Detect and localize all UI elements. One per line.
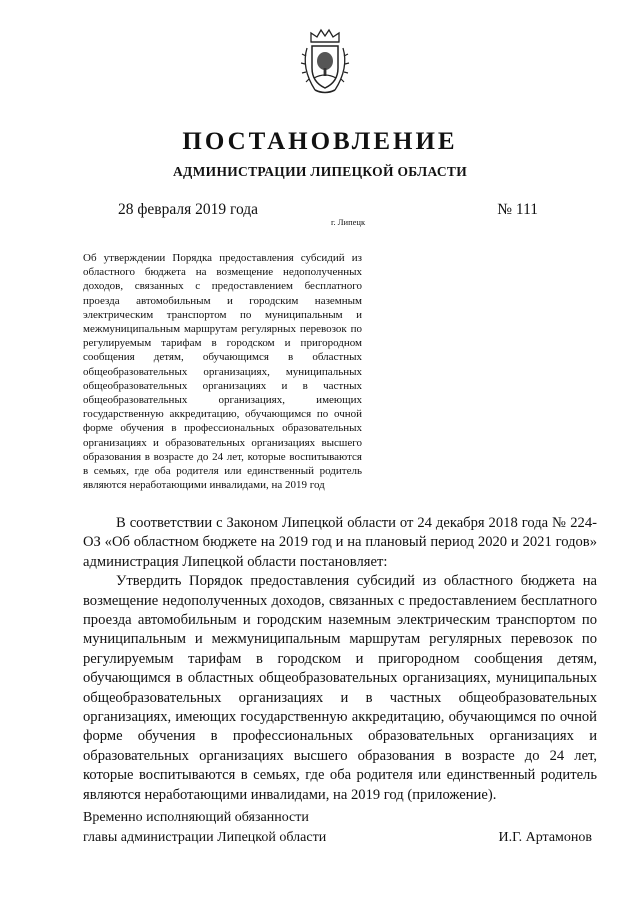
issuing-authority: АДМИНИСТРАЦИИ ЛИПЕЦКОЙ ОБЛАСТИ [172,164,468,179]
signer-position-line2: главы администрации Липецкой области [83,830,327,845]
document-city: г. Липецк [331,217,366,227]
signer-position-line1: Временно исполняющий обязанности [83,810,309,825]
lipetsk-coat-of-arms-icon [299,28,351,96]
document-number: № 111 [497,201,538,218]
signer-position [83,808,326,848]
body-paragraph-preamble: В соответствии с Законом Липецкой области от 24 декабря 2018 года № 224-ОЗ «Об областном бюджете на 2019 год и на плановый период 2020 и 2021 годов» администрация Липецкой области постановляет: [83,515,597,570]
document-date: 28 февраля 2019 года [118,201,259,218]
document-body [83,514,597,805]
document-subject: Об утверждении Порядка предоставления субсидий из областного бюджета на возмещение недополученных доходов, связанных с предоставлением бесплатного проезда автомобильным и городским наземным электрическим транспортом по муниципальным и межмуниципальным маршрутам регулярных перевозок по регулируемым тарифам в городском и пригородном сообщения детям, обучающимся в областных общеобразовательных организациях, муниципальных общеобразовательных организациях и в частных общеобразовательных организациях, имеющих государственную аккредитацию, обучающимся по очной форме обучения в профессиональных образовательных организациях и образовательных организациях высшего образования в возрасте до 24 лет, которые воспитываются в семьях, где оба родителя или единственный родитель являются неработающими инвалидами, на 2019 год [83,252,362,492]
document-title: ПОСТАНОВЛЕНИЕ [182,128,458,155]
body-paragraph-resolution: Утвердить Порядок предоставления субсидий из областного бюджета на возмещение недополученных доходов, связанных с предоставлением бесплатного проезда автомобильным и городским наземным электрическим транспортом по муниципальным и межмуниципальным маршрутам регулярных перевозок по регулируемым тарифам в городском и пригородном сообщения детям, обучающимся в областных общеобразовательных организациях, муниципальных общеобразовательных организациях и в частных общеобразовательных организациях, имеющих государственную аккредитацию, обучающимся по очной форме обучения в профессиональных образовательных организациях и образовательных организациях высшего образования в возрасте до 24 лет, которые воспитываются в семьях, где оба родителя или единственный родитель являются неработающими инвалидами, на 2019 год (приложение). [83,573,597,803]
signer-name: И.Г. Артамонов [498,830,592,845]
